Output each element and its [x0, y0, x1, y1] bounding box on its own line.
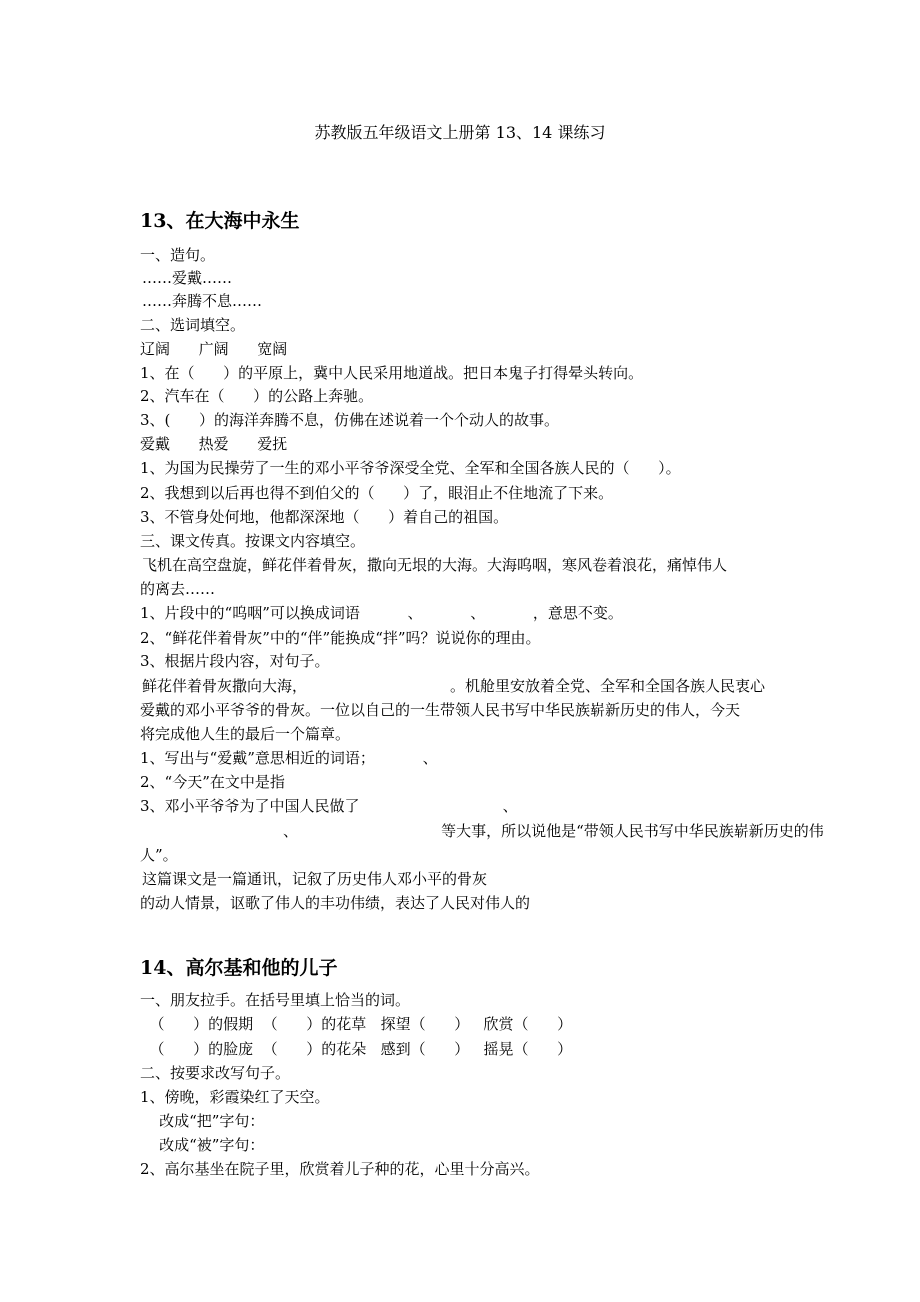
text-line: 1、写出与“爱戴”意思相近的词语； 、: [140, 749, 438, 767]
text-line: 1、在（ ）的平原上，冀中人民采用地道战。把日本鬼子打得晕头转向。: [140, 364, 644, 382]
text-line: 辽阔 广阔 宽阔: [140, 340, 288, 358]
text-line: 二、按要求改写句子。: [140, 1064, 291, 1082]
text-line: 将完成他人生的最后一个篇章。: [140, 725, 351, 743]
text-line: 2、汽车在（ ）的公路上奔驰。: [140, 387, 374, 405]
text-line: 爱戴的邓小平爷爷的骨灰。一位以自己的一生带领人民书写中华民族崭新历史的伟人，今天: [140, 701, 741, 719]
text-line: （ ）的脸庞 （ ）的花朵 感到（ ） 摇晃（ ）: [140, 1040, 573, 1058]
text-line: 3、不管身处何地，他都深深地（ ）着自己的祖国。: [140, 508, 509, 526]
text-line: 飞机在高空盘旋，鲜花伴着骨灰，撒向无垠的大海。大海呜咽，寒风卷着浪花，痛悼伟人: [142, 556, 728, 574]
text-line: 2、高尔基坐在院子里，欣赏着儿子种的花，心里十分高兴。: [140, 1160, 540, 1178]
text-line: 的动人情景，讴歌了伟人的丰功伟绩，表达了人民对伟人的: [140, 894, 531, 912]
document-title: 苏教版五年级语文上册第 13、14 课练习: [314, 123, 606, 142]
text-line: 一、造句。: [140, 246, 216, 264]
text-line: 二、选词填空。: [140, 316, 246, 334]
text-line: 三、课文传真。按课文内容填空。: [140, 532, 366, 550]
text-line: 这篇课文是一篇通讯，记叙了历史伟人邓小平的骨灰: [142, 870, 488, 888]
text-line: 1、为国为民操劳了一生的邓小平爷爷深受全党、全军和全国各族人民的（ ）。: [140, 459, 681, 477]
text-line: ……爱戴……: [142, 269, 233, 287]
lesson-13-heading: 13、在大海中永生: [140, 210, 300, 232]
lesson-14-heading: 14、高尔基和他的儿子: [140, 957, 338, 979]
text-line: 3、邓小平爷爷为了中国人民做了 、: [140, 797, 518, 815]
text-line: 、 等大事，所以说他是“带领人民书写中华民族崭新历史的伟: [140, 822, 824, 840]
text-line: （ ）的假期 （ ）的花草 探望（ ） 欣赏（ ）: [140, 1015, 573, 1033]
text-line: 改成“把”字句：: [140, 1112, 265, 1130]
text-line: 3、( ）的海洋奔腾不息，仿佛在述说着一个个动人的故事。: [140, 411, 560, 429]
text-line: 改成“被”字句：: [140, 1136, 265, 1154]
text-line: 鲜花伴着骨灰撒向大海， 。机舱里安放着全党、全军和全国各族人民衷心: [142, 677, 766, 695]
text-line: 2、“今天”在文中是指: [140, 773, 285, 791]
text-line: 1、傍晚，彩霞染红了天空。: [140, 1088, 330, 1106]
text-line: ……奔腾不息……: [142, 292, 263, 310]
text-line: 2、我想到以后再也得不到伯父的（ ）了，眼泪止不住地流了下来。: [140, 484, 614, 502]
text-line: 3、根据片段内容，对句子。: [140, 652, 330, 670]
text-line: 的离去……: [140, 580, 216, 598]
text-line: 2、“鲜花伴着骨灰”中的“伴”能换成“拌”吗？说说你的理由。: [140, 629, 541, 647]
text-line: 一、朋友拉手。在括号里填上恰当的词。: [140, 991, 411, 1009]
text-line: 1、片段中的“呜咽”可以换成词语 、 、 ，意思不变。: [140, 604, 623, 622]
text-line: 人”。: [140, 846, 178, 864]
text-line: 爱戴 热爱 爱抚: [140, 435, 288, 453]
